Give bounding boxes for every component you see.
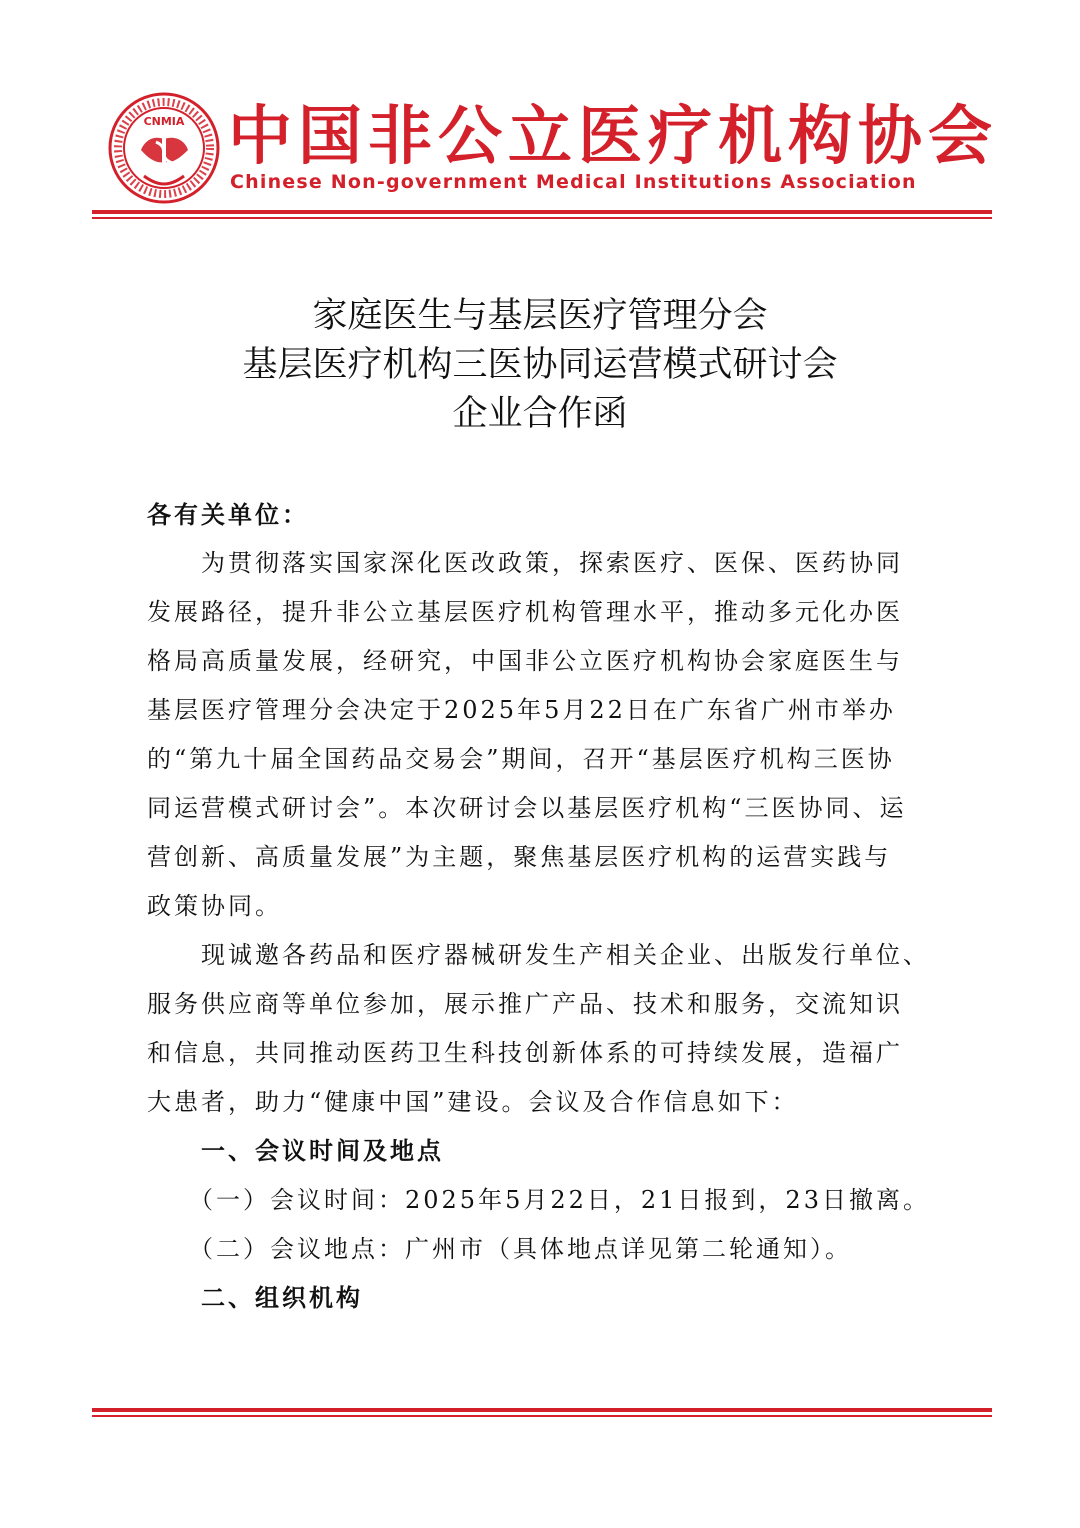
seal-abbr-text: CNMIA	[143, 115, 185, 128]
paragraph-1-line: 的“第九十届全国药品交易会”期间，召开“基层医疗机构三医协	[147, 745, 895, 773]
paragraph-2-line: 现诚邀各药品和医疗器械研发生产相关企业、出版发行单位、	[147, 941, 930, 969]
paragraph-1-line: 营创新、高质量发展”为主题，聚焦基层医疗机构的运营实践与	[147, 843, 892, 871]
section-2-heading: 二、组织机构	[147, 1284, 363, 1312]
meeting-time: （一）会议时间：2025年5月22日，21日报到，23日撤离。	[147, 1186, 930, 1214]
section-1-heading: 一、会议时间及地点	[147, 1137, 444, 1165]
footer-rule-thin	[92, 1415, 992, 1417]
org-name-en: Chinese Non-government Medical Institutions Association	[230, 171, 917, 193]
paragraph-1-line: 发展路径，提升非公立基层医疗机构管理水平，推动多元化办医	[147, 598, 903, 626]
org-name-cn: 中国非公立医疗机构协会	[228, 100, 998, 174]
paragraph-1-line: 基层医疗管理分会决定于2025年5月22日在广东省广州市举办	[147, 696, 896, 724]
title-line-3: 企业合作函	[452, 394, 628, 434]
title-line-2: 基层医疗机构三医协同运营模式研讨会	[242, 345, 838, 385]
paragraph-2-line: 服务供应商等单位参加，展示推广产品、技术和服务，交流知识	[147, 990, 903, 1018]
paragraph-2-line: 大患者，助力“健康中国”建设。会议及合作信息如下：	[147, 1088, 799, 1116]
paragraph-2-line: 和信息，共同推动医药卫生科技创新体系的可持续发展，造福广	[147, 1039, 903, 1067]
header-rule-thin	[92, 217, 992, 219]
title-line-1: 家庭医生与基层医疗管理分会	[312, 296, 768, 336]
paragraph-1-line: 格局高质量发展，经研究，中国非公立医疗机构协会家庭医生与	[147, 647, 903, 675]
paragraph-1-line: 政策协同。	[147, 892, 282, 920]
paragraph-1-line: 为贯彻落实国家深化医改政策，探索医疗、医保、医药协同	[147, 549, 903, 577]
salutation: 各有关单位：	[147, 501, 309, 529]
meeting-location: （二）会议地点：广州市（具体地点详见第二轮通知）。	[147, 1235, 852, 1263]
paragraph-1-line: 同运营模式研讨会”。本次研讨会以基层医疗机构“三医协同、运	[147, 794, 907, 822]
letterhead	[0, 0, 1080, 230]
association-seal-logo	[108, 92, 220, 204]
header-rule-thick	[92, 210, 992, 214]
footer-rule-thick	[92, 1408, 992, 1412]
